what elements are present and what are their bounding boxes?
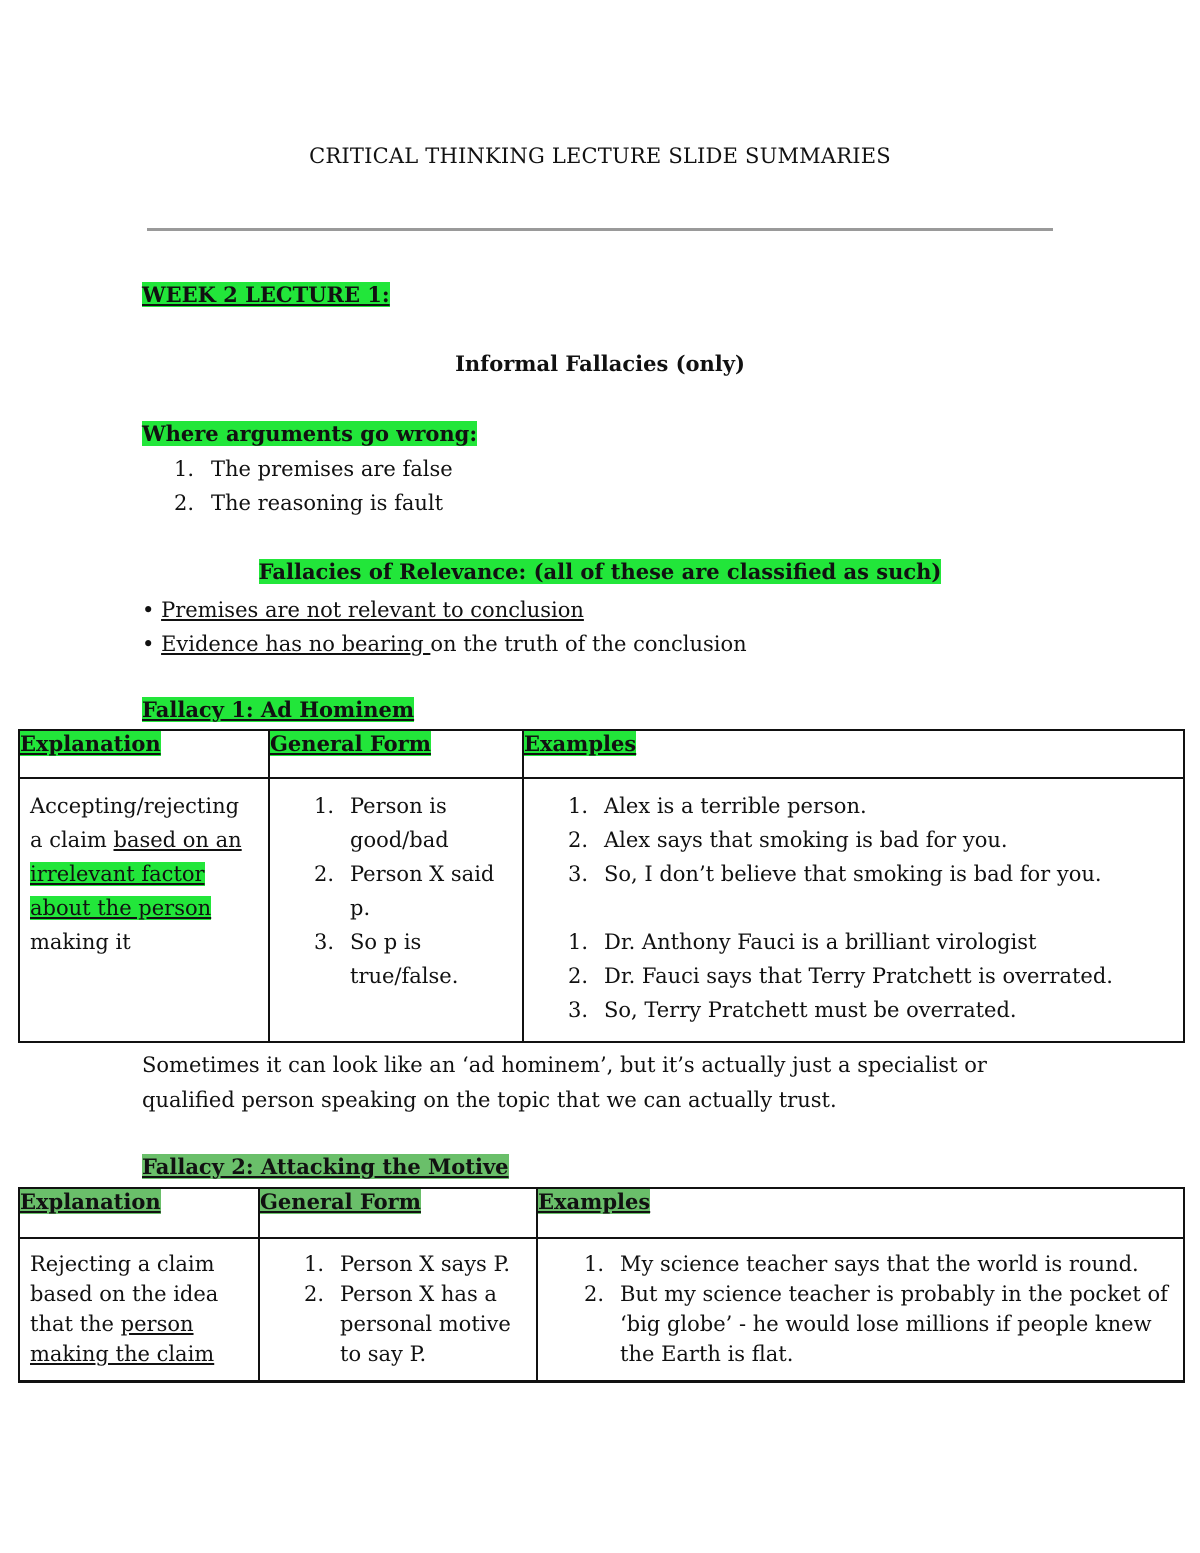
general-form-cell (259, 1238, 537, 1381)
fallacy1-note: Sometimes it can look like an ‘ad hominem’, but it’s actually just a specialist or qualified person speaking on the topic that we can actually trust. (142, 1053, 987, 1112)
list-item: 2. Person X said p. (314, 862, 495, 920)
header-cell: Examples (523, 730, 1184, 778)
general-form-cell (269, 778, 523, 1042)
where-heading (142, 421, 477, 446)
list-item: 1. The premises are false (174, 457, 453, 481)
list-item: 3. So p is true/false. (314, 930, 459, 988)
fallacy1-heading-text: Fallacy 1: Ad Hominem (142, 697, 415, 722)
table-row (19, 1238, 1184, 1381)
section-title: Informal Fallacies (only) (455, 351, 745, 376)
list-item: 1. Person is good/bad (314, 794, 449, 852)
list-item: 1. Person X says P. (304, 1252, 511, 1276)
list-item: 2. Dr. Fauci says that Terry Pratchett is overrated. (568, 964, 1113, 988)
table-header-row (19, 1188, 1184, 1238)
fallacy2-heading (142, 1154, 509, 1179)
list-item: 1. My science teacher says that the world is round. (584, 1252, 1139, 1276)
fallacy1-heading (142, 697, 414, 722)
header-cell: General Form (259, 1188, 537, 1238)
fallacy2-table (18, 1187, 1185, 1383)
bullet-item: • Evidence has no bearing on the truth of the conclusion (142, 632, 747, 656)
explanation-cell: Accepting/rejecting a claim based on an irrelevant factor about the person making it (19, 778, 269, 1042)
explanation-cell: Rejecting a claim based on the idea that the person making the claim (19, 1238, 259, 1381)
relevance-heading-text: Fallacies of Relevance: (all of these are classified as such) (258, 559, 942, 584)
list-item: 2. But my science teacher is probably in the pocket of ‘big globe’ - he would lose millions if people knew the Earth is flat. (584, 1282, 1168, 1366)
list-item: 3. So, I don’t believe that smoking is bad for you. (568, 862, 1102, 886)
examples-cell (523, 778, 1184, 1042)
list-item: 3. So, Terry Pratchett must be overrated. (568, 998, 1017, 1022)
document-title: CRITICAL THINKING LECTURE SLIDE SUMMARIES (309, 144, 891, 168)
examples-cell (537, 1238, 1184, 1381)
bullet-item: • Premises are not relevant to conclusion (142, 598, 584, 622)
list-item: 1. Dr. Anthony Fauci is a brilliant virologist (568, 930, 1037, 954)
table-row (19, 778, 1184, 1042)
week-heading (142, 282, 390, 307)
list-item: 1. Alex is a terrible person. (568, 794, 867, 818)
fallacy2-heading-text: Fallacy 2: Attacking the Motive (142, 1154, 509, 1179)
list-item: 2. Alex says that smoking is bad for you. (568, 828, 1008, 852)
fallacy1-table (18, 729, 1185, 1043)
header-cell: Explanation (19, 730, 269, 778)
relevance-bullets (142, 593, 747, 661)
week-heading-text: WEEK 2 LECTURE 1: (142, 282, 390, 307)
where-heading-text: Where arguments go wrong: (142, 421, 478, 446)
list-item: 2. Person X has a personal motive to say P. (304, 1282, 511, 1366)
relevance-heading (0, 559, 1200, 584)
horizontal-rule (147, 228, 1053, 231)
table-header-row (19, 730, 1184, 778)
header-cell: Explanation (19, 1188, 259, 1238)
header-cell: Examples (537, 1188, 1184, 1238)
list-item: 2. The reasoning is fault (174, 491, 444, 515)
header-cell: General Form (269, 730, 523, 778)
where-list (174, 452, 774, 520)
